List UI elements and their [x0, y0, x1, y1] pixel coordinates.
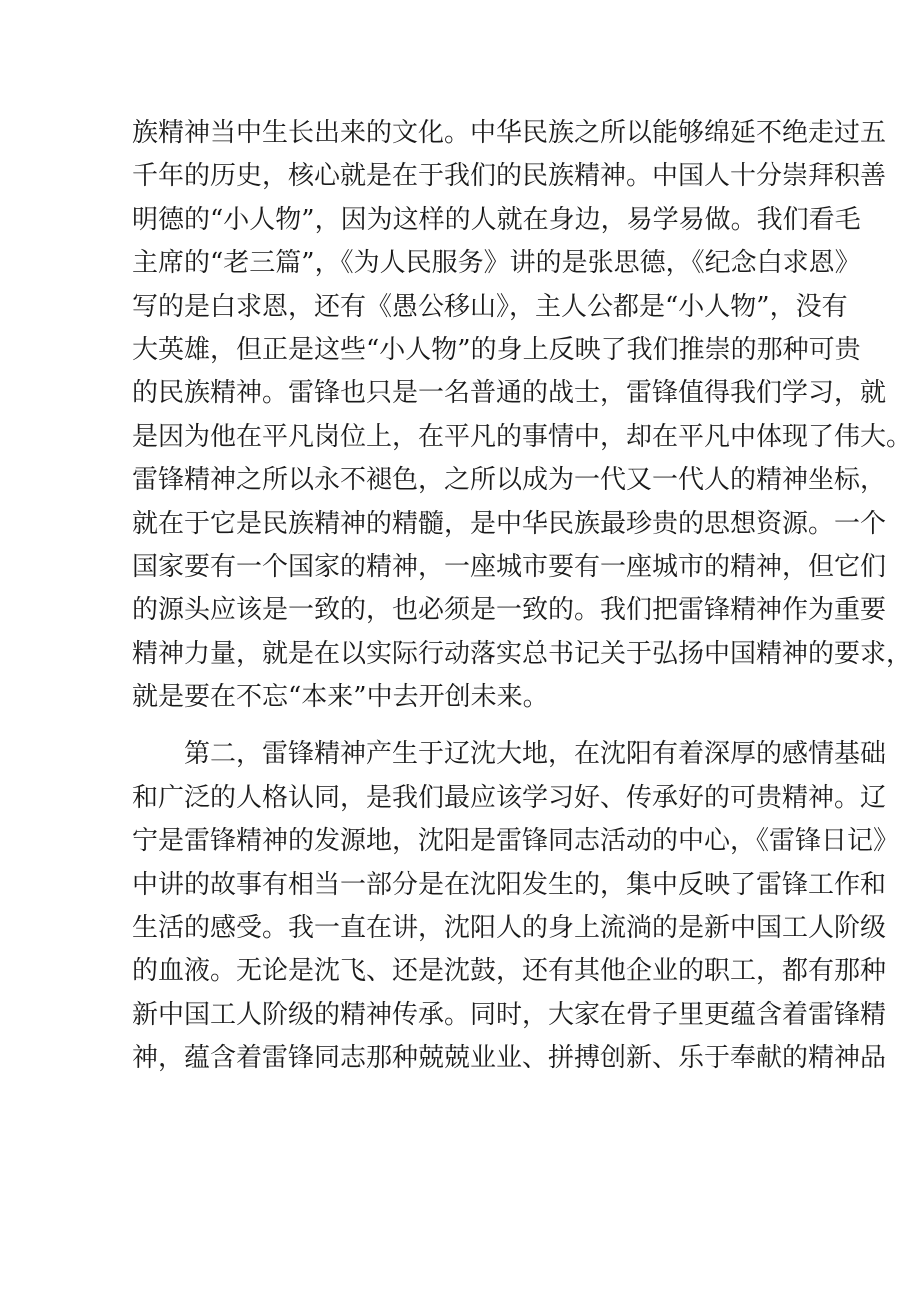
text-line: 族精神当中生长出来的文化。中华民族之所以能够绵延不绝走过五: [132, 118, 887, 148]
text-line: 国家要有一个国家的精神，一座城市要有一座城市的精神，但它们: [132, 551, 887, 582]
text-line: 的源头应该是一致的，也必须是一致的。我们把雷锋精神作为重要: [132, 595, 887, 626]
text-line: 雷锋精神之所以永不褪色，之所以成为一代又一代人的精神坐标，: [132, 465, 887, 496]
paragraph-2: [132, 733, 900, 1080]
text-line: 大英雄，但正是这些“小人物”的身上反映了我们推崇的那种可贵: [132, 334, 861, 365]
text-line: 主席的“老三篇”，《为人民服务》讲的是张思德，《纪念白求恩》: [132, 248, 861, 279]
text-line: 宁是雷锋精神的发源地，沈阳是雷锋同志活动的中心，《雷锋日记》: [132, 826, 900, 857]
text-line: 第二，雷锋精神产生于辽沈大地，在沈阳有着深厚的感情基础: [184, 739, 887, 770]
text-line: 新中国工人阶级的精神传承。同时，大家在骨子里更蕴含着雷锋精: [132, 999, 887, 1030]
text-line: 神，蕴含着雷锋同志那种兢兢业业、拼搏创新、乐于奉献的精神品: [132, 1043, 887, 1074]
text-line: 生活的感受。我一直在讲，沈阳人的身上流淌的是新中国工人阶级: [132, 913, 887, 944]
text-line: 的血液。无论是沈飞、还是沈鼓，还有其他企业的职工，都有那种: [132, 956, 887, 987]
text-line: 是因为他在平凡岗位上，在平凡的事情中，却在平凡中体现了伟大。: [132, 421, 913, 452]
text-line: 和广泛的人格认同，是我们最应该学习好、传承好的可贵精神。辽: [132, 782, 887, 813]
text-line: 的民族精神。雷锋也只是一名普通的战士，雷锋值得我们学习，就: [132, 378, 887, 409]
paragraph-gap: [132, 719, 802, 733]
paragraph-1: [132, 112, 913, 719]
text-line: 中讲的故事有相当一部分是在沈阳发生的，集中反映了雷锋工作和: [132, 869, 887, 900]
text-line: 就在于它是民族精神的精髓，是中华民族最珍贵的思想资源。一个: [132, 508, 887, 539]
text-line: 明德的“小人物”，因为这样的人就在身边，易学易做。我们看毛: [132, 204, 861, 235]
text-line: 千年的历史，核心就是在于我们的民族精神。中国人十分崇拜积善: [132, 161, 887, 192]
text-line: 写的是白求恩，还有《愚公移山》，主人公都是“小人物”，没有: [132, 291, 848, 322]
text-line: 就是要在不忘“本来”中去开创未来。: [132, 682, 549, 713]
text-line: 精神力量，就是在以实际行动落实总书记关于弘扬中国精神的要求，: [132, 638, 913, 669]
document-body: [132, 112, 913, 1081]
